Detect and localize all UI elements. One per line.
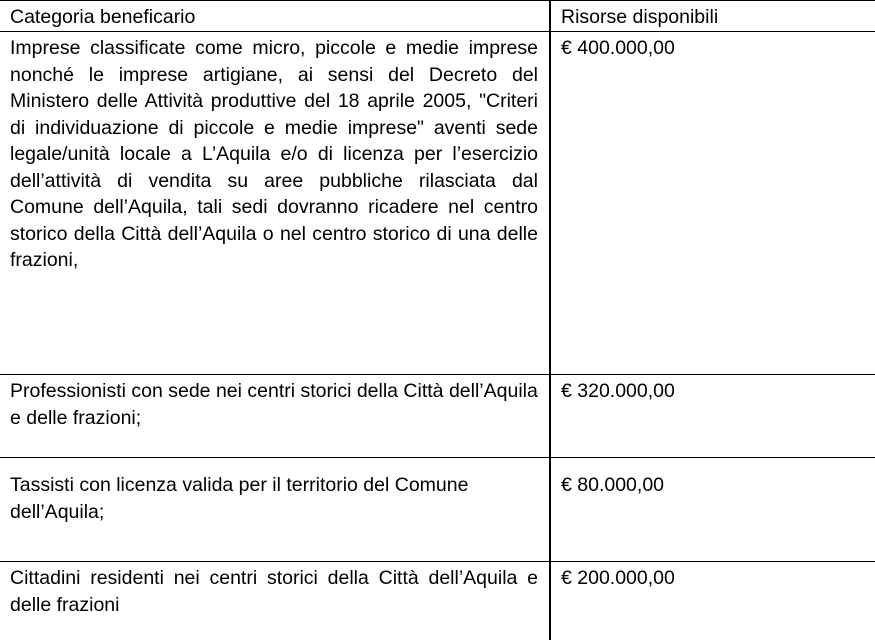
row-divider (0, 561, 875, 562)
header-category: Categoria beneficario (10, 6, 196, 28)
row-category: Imprese classificate come micro, piccole e medie imprese nonché le imprese artigiane, ai sensi del Decreto del Ministero delle Attività produttive del 18 aprile 2005, "Criteri di individuazione di piccole e medie imprese" aventi sede legale/unità locale a L’Aquila e/o di licenza per l’esercizio dell’attività di vendita su aree pubbliche rilasciata dal Comune dell’Aquila, tali sedi dovranno ricadere nel centro storico della Città dell’Aquila o nel centro storico di una delle frazioni, (10, 37, 538, 271)
column-divider (549, 0, 551, 640)
header-divider (0, 31, 875, 32)
row-divider (0, 457, 875, 458)
row-category: Professionisti con sede nei centri storici della Città dell’Aquila e delle frazioni; (10, 380, 538, 429)
row-resources: € 80.000,00 (561, 474, 665, 496)
table-top-border (0, 0, 875, 1)
row-resources: € 400.000,00 (561, 37, 675, 59)
row-category: Cittadini residenti nei centri storici della Città dell’Aquila e delle frazioni (10, 567, 538, 616)
row-resources: € 320.000,00 (561, 380, 675, 402)
row-resources: € 200.000,00 (561, 567, 675, 589)
row-category: Tassisti con licenza valida per il territorio del Comune dell’Aquila; (10, 474, 469, 523)
row-divider (0, 374, 875, 375)
header-resources: Risorse disponibili (561, 6, 719, 28)
